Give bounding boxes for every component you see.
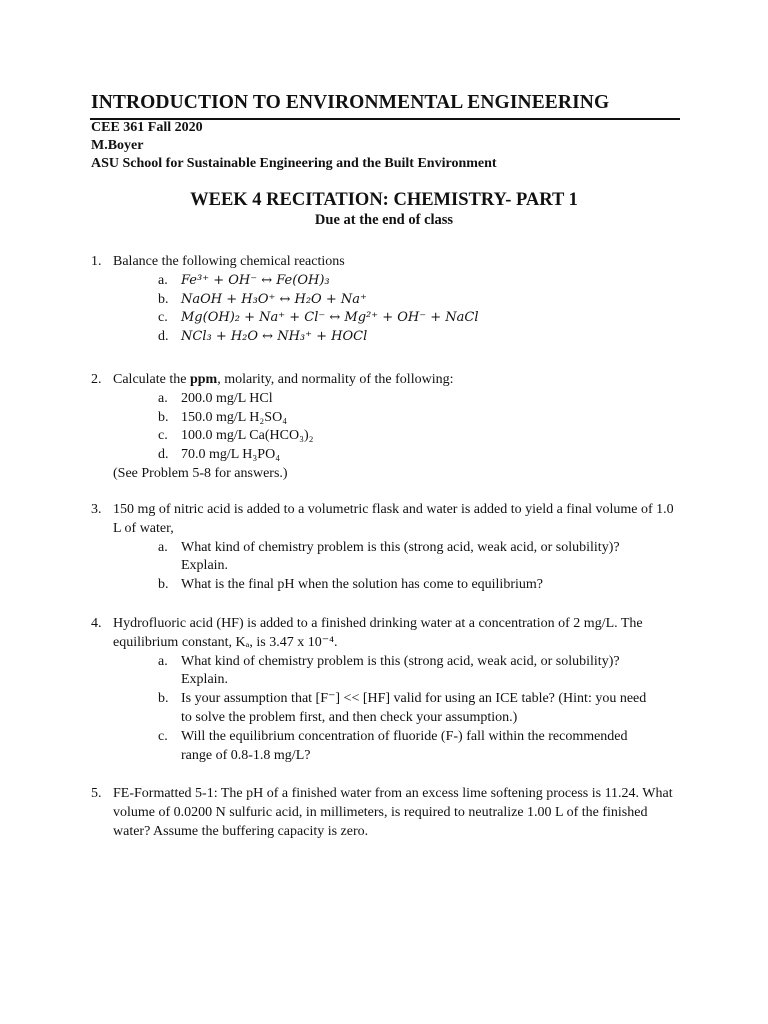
equation: Mg(OH)₂ + Na⁺ + Cl⁻ ↔ Mg²⁺ + OH⁻ + NaCl	[181, 310, 479, 326]
question-part	[158, 272, 681, 291]
question-5	[91, 785, 681, 841]
question-number: 5.	[91, 786, 102, 801]
question-part	[158, 409, 681, 428]
part-label: a.	[158, 272, 168, 288]
part-label: a.	[158, 653, 168, 669]
question-number: 1.	[91, 254, 102, 269]
question-3	[91, 501, 681, 595]
question-number: 3.	[91, 502, 102, 517]
part-label: d.	[158, 329, 169, 345]
question-part	[158, 728, 658, 766]
question-text: Hydrofluoric acid (HF) is added to a finished drinking water at a concentration of 2 mg/L. The equilibrium constant, Kₐ, is 3.47 x 10⁻⁴.	[113, 616, 643, 650]
part-label: b.	[158, 409, 169, 425]
due-note: Due at the end of class	[314, 212, 454, 228]
part-text: 70.0 mg/L H₃PO₄	[181, 447, 281, 463]
question-part	[158, 390, 681, 409]
question-part	[158, 309, 681, 328]
recitation-title: WEEK 4 RECITATION: CHEMISTRY- PART 1	[190, 190, 578, 210]
question-2	[91, 371, 681, 484]
part-label: c.	[158, 428, 168, 444]
question-part	[158, 576, 628, 595]
equation: Fe³⁺ + OH⁻ ↔ Fe(OH)₃	[181, 272, 330, 288]
question-text: FE-Formatted 5-1: The pH of a finished water from an excess lime softening process is 11.24. What volume of 0.0200 N sulfuric acid, in millimeters, is required to neutralize 1.00 L of the finished water? Assume the buffering capacity is zero.	[113, 786, 673, 839]
question-text: 150 mg of nitric acid is added to a volumetric flask and water is added to yield a final volume of 1.0 L of water,	[113, 502, 674, 536]
question-part	[158, 328, 681, 347]
question-part	[158, 446, 681, 465]
question-part	[158, 539, 628, 577]
answer-reference-note: (See Problem 5-8 for answers.)	[113, 465, 288, 481]
part-label: c.	[158, 728, 168, 744]
part-label: b.	[158, 691, 169, 707]
school-name: ASU School for Sustainable Engineering and the Built Environment	[91, 156, 497, 171]
part-text: Will the equilibrium concentration of fluoride (F-) fall within the recommended range of 0.8-1.8 mg/L?	[181, 728, 628, 763]
question-number: 2.	[91, 372, 102, 387]
part-label: a.	[158, 390, 168, 406]
question-text: Balance the following chemical reactions	[113, 254, 345, 269]
question-part	[158, 427, 681, 446]
equation: NaOH + H₃O⁺ ↔ H₂O + Na⁺	[181, 291, 367, 307]
question-1	[91, 253, 681, 347]
part-text: What kind of chemistry problem is this (strong acid, weak acid, or solubility)? Explain.	[181, 539, 620, 574]
part-label: d.	[158, 447, 169, 463]
question-part	[158, 690, 658, 728]
course-code: CEE 361 Fall 2020	[91, 120, 203, 135]
part-label: b.	[158, 291, 169, 307]
part-text: What is the final pH when the solution has come to equilibrium?	[181, 577, 543, 593]
document-title: INTRODUCTION TO ENVIRONMENTAL ENGINEERING	[91, 92, 610, 113]
question-part	[158, 653, 658, 691]
part-text: 200.0 mg/L HCl	[181, 390, 273, 406]
question-part	[158, 291, 681, 310]
part-label: a.	[158, 539, 168, 555]
question-number: 4.	[91, 616, 102, 631]
question-4	[91, 615, 681, 765]
equation: NCl₃ + H₂O ↔ NH₃⁺ + HOCl	[181, 329, 368, 345]
part-text: What kind of chemistry problem is this (strong acid, weak acid, or solubility)? Explain.	[181, 653, 620, 688]
instructor-name: M.Boyer	[91, 138, 144, 153]
part-label: c.	[158, 310, 168, 326]
question-text: Calculate the ppm, molarity, and normality of the following:	[113, 372, 454, 387]
part-text: 100.0 mg/L Ca(HCO₃)₂	[181, 428, 314, 444]
part-label: b.	[158, 577, 169, 593]
part-text: 150.0 mg/L H₂SO₄	[181, 409, 288, 425]
part-text: Is your assumption that [F⁻] << [HF] valid for using an ICE table? (Hint: you need to solve the problem first, and then check your assumption.)	[181, 691, 647, 725]
